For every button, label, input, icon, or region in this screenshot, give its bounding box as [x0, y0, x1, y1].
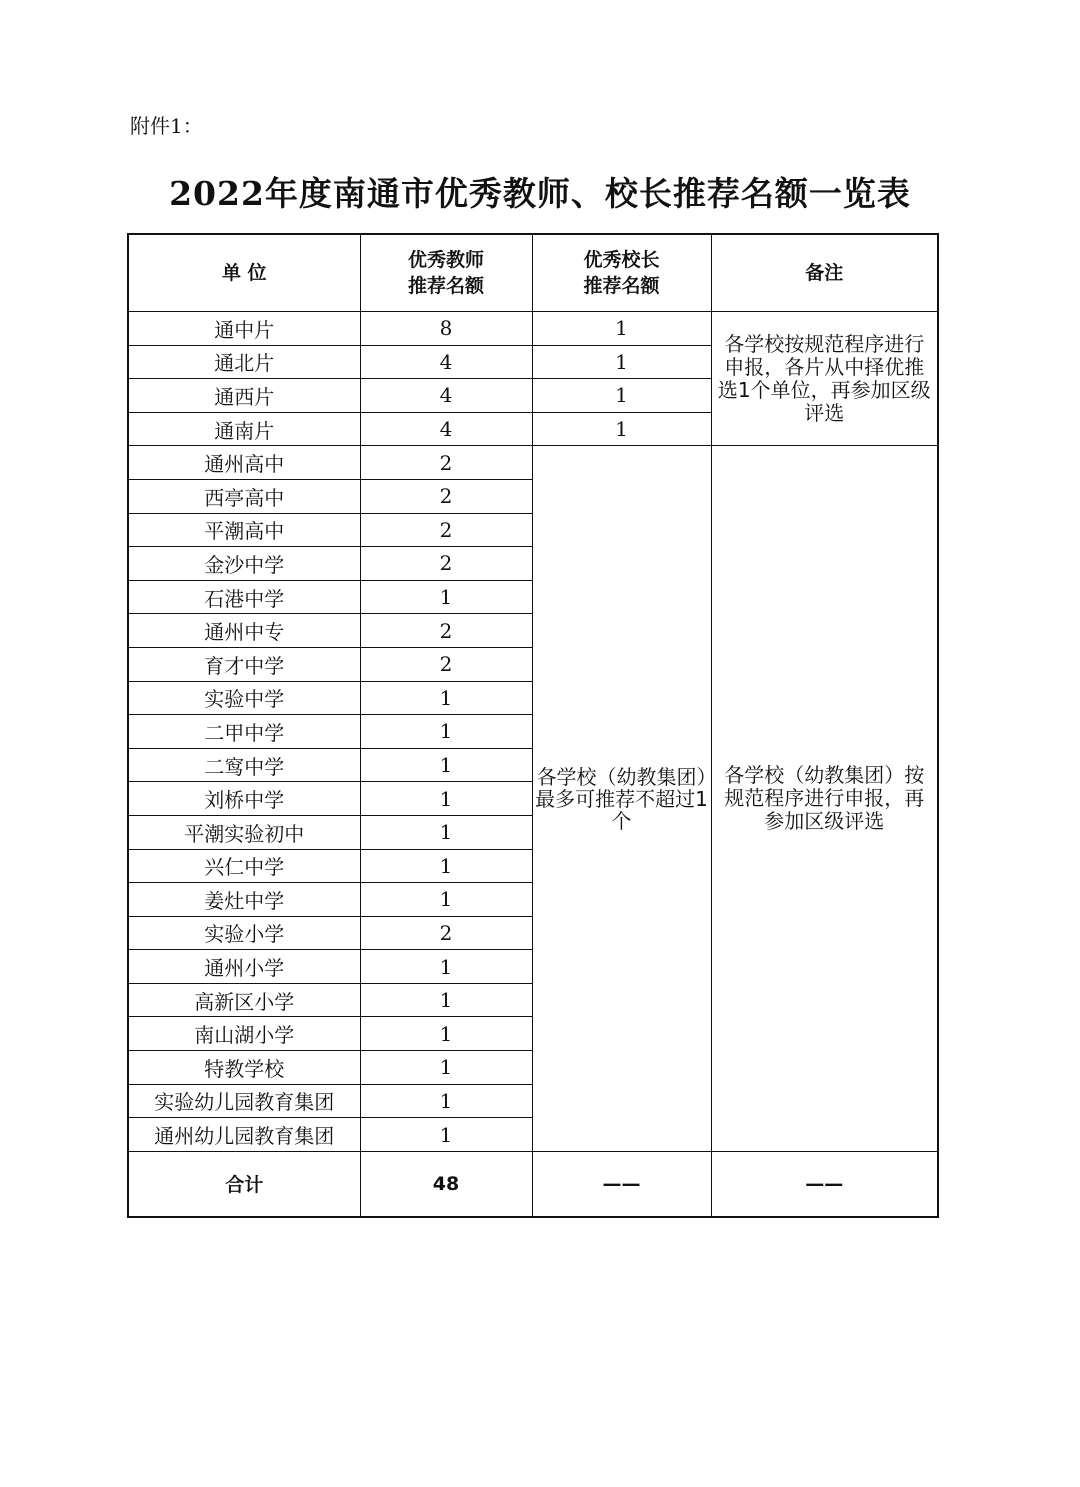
- page-title: 2022年度南通市优秀教师、校长推荐名额一览表: [169, 174, 911, 213]
- table-row: [128, 446, 938, 480]
- teacher-quota-cell: 1: [360, 715, 532, 749]
- unit-cell: 实验中学: [128, 681, 360, 715]
- table-row: [128, 312, 938, 346]
- unit-cell: 实验幼儿园教育集团: [128, 1084, 360, 1118]
- teacher-quota-cell: 4: [360, 412, 532, 446]
- teacher-quota-cell: 1: [360, 883, 532, 917]
- principal-quota-cell: 1: [532, 345, 711, 379]
- teacher-quota-cell: 2: [360, 547, 532, 581]
- unit-cell: 通州小学: [128, 950, 360, 984]
- school-remark-cell: 各学校（幼教集团）按规范程序进行申报，再参加区级评选: [711, 446, 938, 1151]
- teacher-quota-cell: 4: [360, 379, 532, 413]
- header-teacher-quota: [360, 234, 532, 312]
- principal-quota-cell: 1: [532, 379, 711, 413]
- header-principal-line1: 优秀校长: [583, 249, 660, 271]
- header-unit: 单 位: [128, 234, 360, 312]
- unit-cell: 二窎中学: [128, 748, 360, 782]
- teacher-quota-cell: 1: [360, 681, 532, 715]
- unit-cell: 平潮实验初中: [128, 815, 360, 849]
- unit-cell: 通中片: [128, 312, 360, 346]
- teacher-quota-cell: 1: [360, 580, 532, 614]
- teacher-quota-cell: 1: [360, 782, 532, 816]
- unit-cell: 实验小学: [128, 916, 360, 950]
- teacher-quota-cell: 1: [360, 950, 532, 984]
- header-remark: 备注: [711, 234, 938, 312]
- teacher-quota-cell: 1: [360, 1051, 532, 1085]
- teacher-quota-cell: 1: [360, 815, 532, 849]
- header-teacher-line1: 优秀教师: [407, 249, 484, 271]
- header-principal-quota: [532, 234, 711, 312]
- unit-cell: 通西片: [128, 379, 360, 413]
- teacher-quota-cell: 1: [360, 1118, 532, 1152]
- total-principals: ——: [532, 1151, 711, 1217]
- header-row: [128, 234, 938, 312]
- teacher-quota-cell: 2: [360, 647, 532, 681]
- unit-cell: 通州中专: [128, 614, 360, 648]
- unit-cell: 石港中学: [128, 580, 360, 614]
- unit-cell: 平潮高中: [128, 513, 360, 547]
- unit-cell: 西亭高中: [128, 479, 360, 513]
- unit-cell: 姜灶中学: [128, 883, 360, 917]
- header-teacher-line2: 推荐名额: [407, 275, 484, 297]
- header-principal-line2: 推荐名额: [583, 275, 660, 297]
- unit-cell: 兴仁中学: [128, 849, 360, 883]
- quota-table: [127, 233, 939, 1218]
- total-label: 合计: [128, 1151, 360, 1217]
- principal-quota-cell: 1: [532, 412, 711, 446]
- teacher-quota-cell: 1: [360, 1084, 532, 1118]
- unit-cell: 刘桥中学: [128, 782, 360, 816]
- area-remark-cell: 各学校按规范程序进行申报，各片从中择优推选1个单位，再参加区级评选: [711, 312, 938, 446]
- unit-cell: 金沙中学: [128, 547, 360, 581]
- total-teachers: 48: [360, 1151, 532, 1217]
- teacher-quota-cell: 1: [360, 983, 532, 1017]
- teacher-quota-cell: 1: [360, 849, 532, 883]
- teacher-quota-cell: 2: [360, 446, 532, 480]
- unit-cell: 通南片: [128, 412, 360, 446]
- unit-cell: 通北片: [128, 345, 360, 379]
- school-principal-note-cell: 各学校（幼教集团）最多可推荐不超过1个: [532, 446, 711, 1151]
- teacher-quota-cell: 2: [360, 513, 532, 547]
- teacher-quota-cell: 1: [360, 748, 532, 782]
- teacher-quota-cell: 2: [360, 479, 532, 513]
- total-row: [128, 1151, 938, 1217]
- teacher-quota-cell: 2: [360, 916, 532, 950]
- unit-cell: 二甲中学: [128, 715, 360, 749]
- total-remark: ——: [711, 1151, 938, 1217]
- unit-cell: 高新区小学: [128, 983, 360, 1017]
- teacher-quota-cell: 1: [360, 1017, 532, 1051]
- principal-quota-cell: 1: [532, 312, 711, 346]
- unit-cell: 通州幼儿园教育集团: [128, 1118, 360, 1152]
- teacher-quota-cell: 4: [360, 345, 532, 379]
- teacher-quota-cell: 8: [360, 312, 532, 346]
- unit-cell: 南山湖小学: [128, 1017, 360, 1051]
- unit-cell: 特教学校: [128, 1051, 360, 1085]
- teacher-quota-cell: 2: [360, 614, 532, 648]
- unit-cell: 育才中学: [128, 647, 360, 681]
- attachment-label: 附件1：: [130, 114, 203, 138]
- unit-cell: 通州高中: [128, 446, 360, 480]
